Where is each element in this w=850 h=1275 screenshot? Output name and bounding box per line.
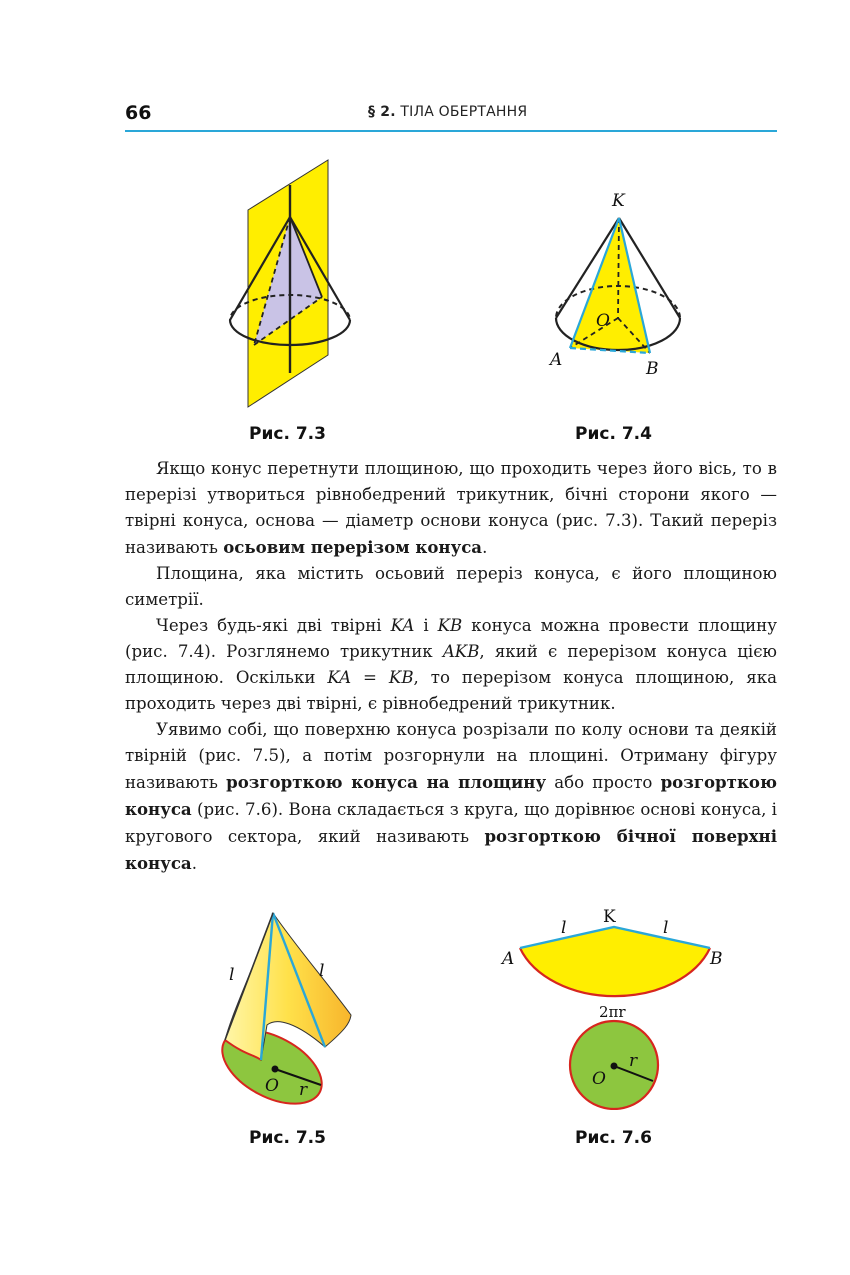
label-l-right: l — [319, 961, 325, 981]
label-K: K — [603, 907, 616, 927]
paragraph-1: Якщо конус перетнути площиною, що проходить через його вісь, то в перерізі утвориться рівнобедрений трикутник, бічні сторони якого — твірні конуса, основа — діаметр основи конуса (рис. 7.3). Такий переріз називають осьовим перерізом конуса. — [125, 459, 777, 557]
term-axial-section: осьовим перерізом конуса — [223, 537, 483, 557]
label-l-left: l — [561, 918, 567, 938]
paragraph-2: Площина, яка містить осьовий переріз конуса, є його площиною симетрії. — [125, 564, 777, 609]
figure-7-5 — [215, 905, 365, 1120]
figure-7-4 — [540, 185, 690, 385]
label-B: B — [646, 359, 659, 379]
label-O: O — [596, 311, 610, 331]
label-B: B — [710, 949, 723, 969]
label-O: O — [592, 1069, 606, 1089]
caption-7-6: Рис. 7.6 — [575, 1128, 652, 1148]
label-A: A — [502, 949, 515, 969]
label-l-right: l — [663, 918, 669, 938]
label-l-left: l — [229, 965, 235, 985]
label-r: r — [629, 1051, 638, 1071]
caption-7-4: Рис. 7.4 — [575, 424, 652, 444]
caption-7-3: Рис. 7.3 — [249, 424, 326, 444]
section-title — [368, 104, 527, 120]
page-header — [125, 100, 777, 132]
label-K: K — [612, 191, 625, 211]
section-mark: § 2. — [368, 104, 396, 120]
label-2pir: 2πr — [599, 1003, 626, 1021]
figure-7-3 — [220, 155, 360, 415]
term-cone-development: розгорткою конуса — [125, 772, 778, 819]
caption-7-5: Рис. 7.5 — [249, 1128, 326, 1148]
paragraph-4: Уявимо собі, що поверхню конуса розрізали по колу основи та деякій твірній (рис. 7.5), а потім розгорнули на площині. Отриману фігуру називають розгорткою конуса на площину або просто розгорткою конуса (рис. 7.6). Вона складається з круга, що дорівнює основі конуса, і кругового сектора, який називають розгорткою бічної поверхні конуса. — [125, 720, 778, 873]
term-lateral-development: розгорткою бічної поверхні конуса — [125, 826, 777, 873]
label-r: r — [299, 1080, 308, 1100]
body-text — [125, 456, 777, 877]
figure-7-6 — [495, 900, 745, 1110]
paragraph-3: Через будь-які дві твірні KA і KB конуса можна провести площину (рис. 7.4). Розглянемо трикутник AKB, який є перерізом конуса цією площиною. Оскільки KA = KB, то перерізом конуса площиною, яка проходить через дві твірні, є рівнобедрений трикутник. — [125, 616, 778, 713]
term-cone-net: розгорткою конуса на площину — [226, 772, 547, 792]
label-O: O — [265, 1076, 279, 1096]
section-name: ТІЛА ОБЕРТАННЯ — [400, 104, 528, 120]
lateral-sector — [520, 927, 710, 996]
page-number: 66 — [125, 102, 152, 124]
lateral-surface — [225, 913, 351, 1060]
label-A: A — [550, 350, 563, 370]
